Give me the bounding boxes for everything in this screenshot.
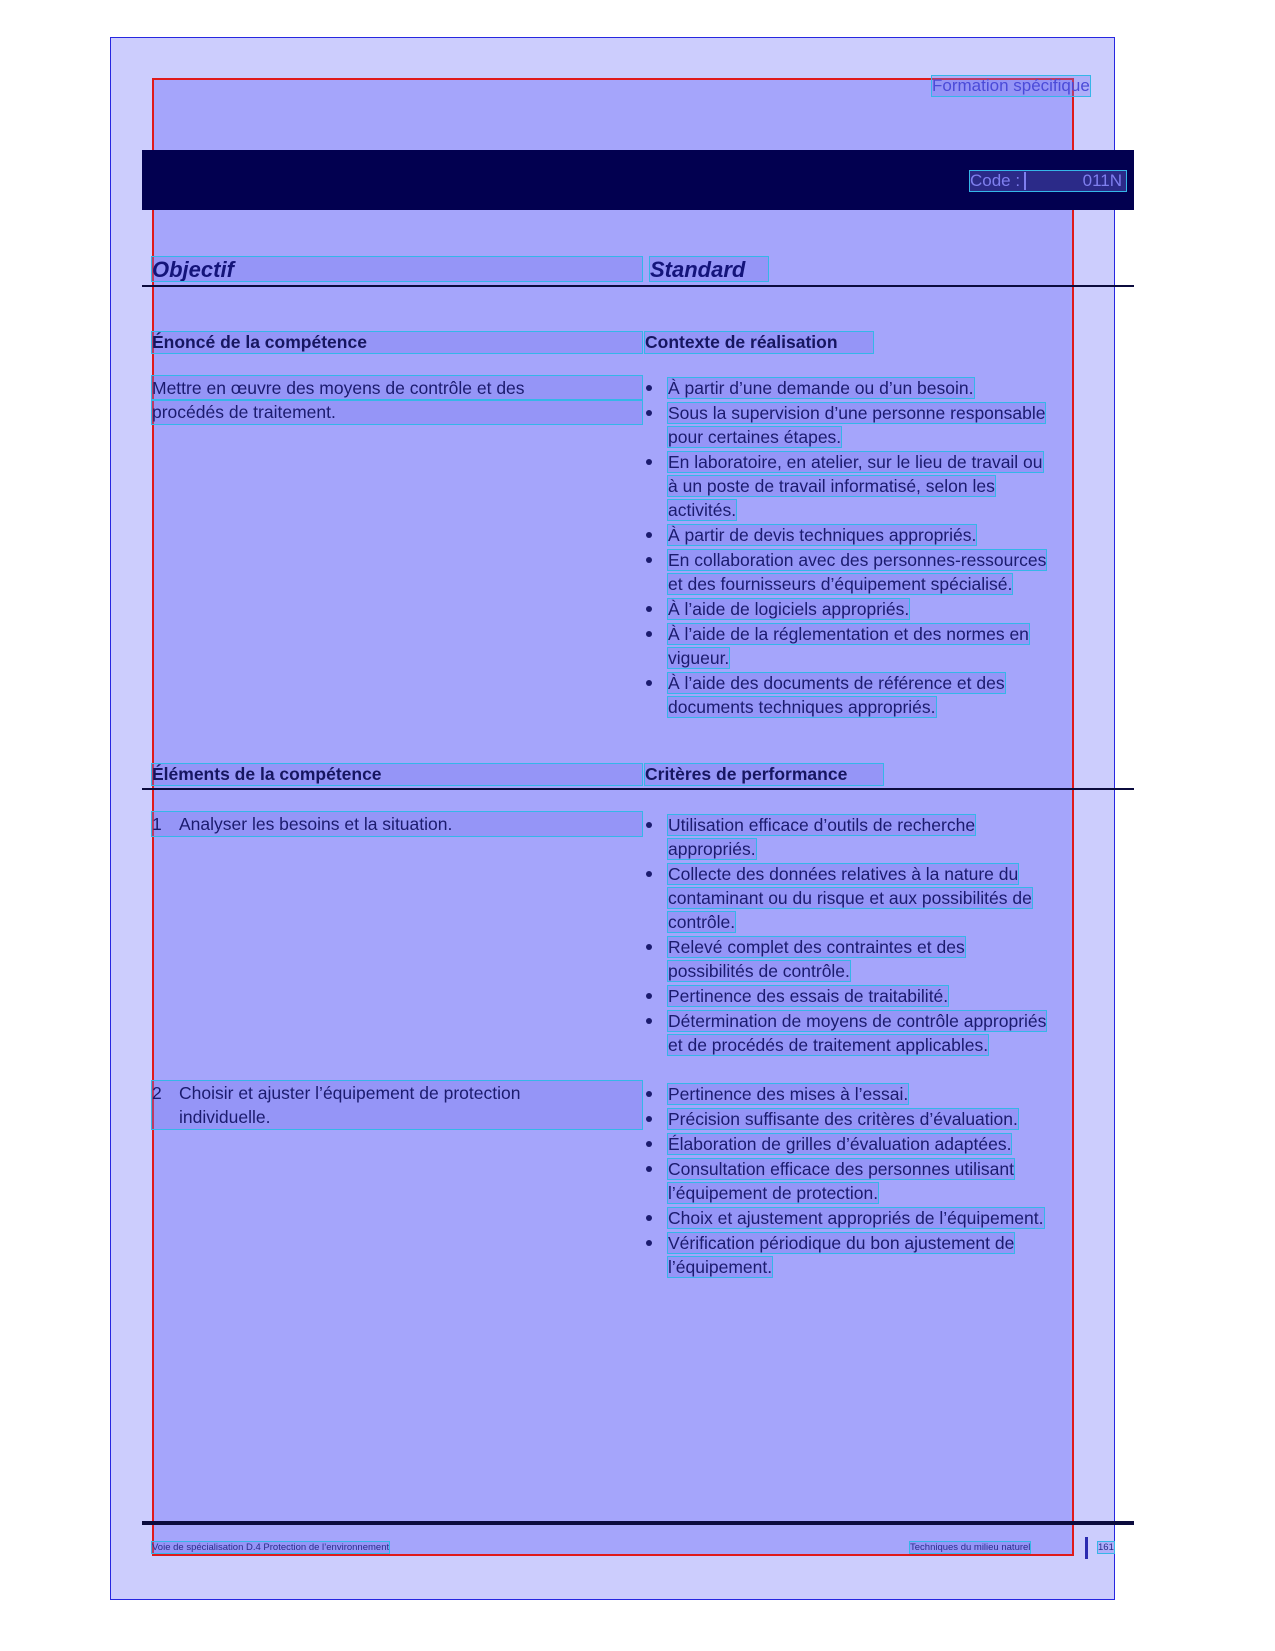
element-line: Analyser les besoins et la situation. [179, 814, 453, 834]
list-line: Utilisation efficace d’outils de recherche [668, 815, 976, 835]
list-item [645, 1231, 1115, 1279]
enonce-line: Mettre en œuvre des moyens de contrôle et des [152, 376, 642, 400]
list-item [645, 1206, 1115, 1230]
list-line: l’équipement de protection. [668, 1183, 879, 1203]
list-item [645, 523, 1115, 547]
list-line: Choix et ajustement appropriés de l’équipement. [668, 1208, 1044, 1228]
list-line: À l’aide de logiciels appropriés. [668, 599, 910, 619]
page-number: 161 [1098, 1542, 1114, 1553]
list-line: vigueur. [668, 648, 730, 668]
list-item [645, 401, 1115, 449]
list-item [645, 450, 1115, 522]
list-line: et des fournisseurs d’équipement spécialisé. [668, 574, 1013, 594]
footer-rule [142, 1521, 1134, 1525]
list-line: À partir d’une demande ou d’un besoin. [668, 378, 974, 398]
list-line: appropriés. [668, 839, 756, 859]
list-line: Collecte des données relatives à la nature du [668, 864, 1019, 884]
list-line: En laboratoire, en atelier, sur le lieu de travail ou [668, 452, 1043, 472]
list-item [645, 1009, 1115, 1057]
element-number: 1 [152, 814, 162, 834]
list-line: contrôle. [668, 912, 736, 932]
list-line: possibilités de contrôle. [668, 961, 850, 981]
list-line: Détermination de moyens de contrôle appropriés [668, 1011, 1047, 1031]
elements-heading: Éléments de la compétence [152, 764, 642, 785]
list-line: l’équipement. [668, 1257, 773, 1277]
code-separator [1024, 172, 1026, 190]
code-box [970, 171, 1126, 191]
element-text [152, 812, 642, 836]
list-line: Pertinence des essais de traitabilité. [668, 986, 949, 1006]
list-item [645, 984, 1115, 1008]
objectif-heading: Objectif [152, 257, 642, 281]
list-line: Élaboration de grilles d’évaluation adaptées. [668, 1134, 1012, 1154]
footer-left-text: Voie de spécialisation D.4 Protection de l’environnement [152, 1542, 390, 1553]
element-number: 2 [152, 1083, 162, 1103]
list-line: Sous la supervision d’une personne responsable [668, 403, 1046, 423]
standard-heading: Standard [650, 257, 768, 281]
list-line: et de procédés de traitement applicables. [668, 1035, 989, 1055]
criteres-list [645, 813, 1115, 1058]
list-item [645, 813, 1115, 861]
enonce-text [152, 376, 642, 424]
list-item [645, 622, 1115, 670]
list-line: Relevé complet des contraintes et des [668, 937, 965, 957]
list-line: À partir de devis techniques appropriés. [668, 525, 977, 545]
list-line: activités. [668, 500, 737, 520]
enonce-line: procédés de traitement. [152, 400, 642, 424]
top-label: Formation spécifique [932, 76, 1090, 95]
list-line: contaminant ou du risque et aux possibilités de [668, 888, 1032, 908]
list-line: pour certaines étapes. [668, 427, 842, 447]
section-rule [142, 788, 1134, 790]
criteres-list [645, 1082, 1115, 1280]
contexte-list [645, 376, 1115, 720]
contexte-heading: Contexte de réalisation [645, 332, 873, 353]
section-rule [142, 285, 1134, 287]
code-value: 011N [1082, 171, 1122, 190]
list-item [645, 597, 1115, 621]
list-line: À l’aide des documents de référence et des [668, 673, 1005, 693]
list-line: Pertinence des mises à l’essai. [668, 1084, 909, 1104]
element-item [152, 1081, 642, 1129]
list-line: Précision suffisante des critères d’évaluation. [668, 1109, 1018, 1129]
element-text [152, 1081, 642, 1129]
element-line: Choisir et ajuster l’équipement de protection [179, 1083, 521, 1103]
list-item [645, 1082, 1115, 1106]
footer-right-text: Techniques du milieu naturel [910, 1542, 1031, 1553]
list-item [645, 935, 1115, 983]
list-item [645, 1107, 1115, 1131]
list-item [645, 862, 1115, 934]
code-label: Code : [970, 171, 1021, 190]
footer-separator [1085, 1537, 1088, 1559]
list-item [645, 548, 1115, 596]
list-line: En collaboration avec des personnes-ressources [668, 550, 1047, 570]
list-line: Vérification périodique du bon ajustement de [668, 1233, 1015, 1253]
list-item [645, 1157, 1115, 1205]
criteres-heading: Critères de performance [645, 764, 883, 785]
element-line: individuelle. [179, 1107, 271, 1127]
list-item [645, 376, 1115, 400]
list-line: Consultation efficace des personnes utilisant [668, 1159, 1015, 1179]
list-item [645, 671, 1115, 719]
list-item [645, 1132, 1115, 1156]
list-line: À l’aide de la réglementation et des normes en [668, 624, 1029, 644]
list-line: à un poste de travail informatisé, selon les [668, 476, 995, 496]
element-item [152, 812, 642, 836]
list-line: documents techniques appropriés. [668, 697, 936, 717]
enonce-heading: Énoncé de la compétence [152, 332, 642, 353]
